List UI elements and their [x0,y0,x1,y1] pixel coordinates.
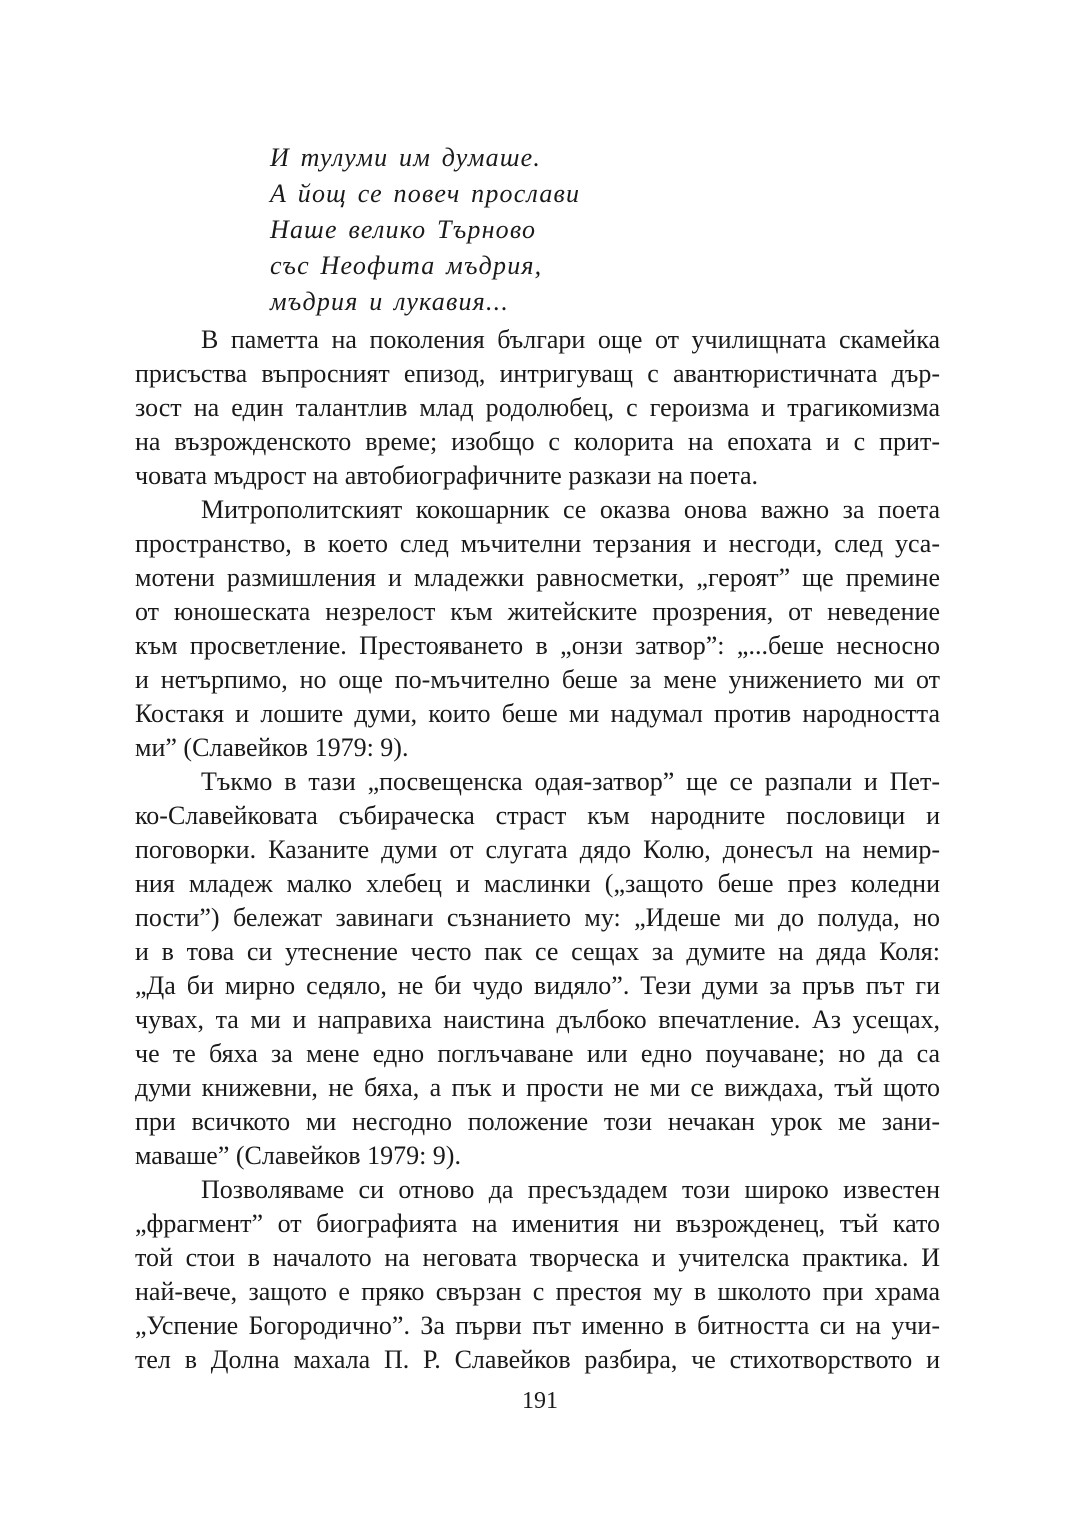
paragraph [135,323,940,493]
paragraph [135,493,940,765]
verse-quote [270,140,770,320]
text-line: човата мъдрост на автобиографичните разкази на поета. [135,461,759,490]
text-line: поговорки. Казаните думи от слугата дядо Колю, донесъл на немир- [135,835,940,864]
verse-line: със Неофита мъдрия, [270,251,543,280]
text-line: при всичкото ми несгодно положение този нечакан урок ме зани- [135,1107,940,1136]
text-line: и нетърпимо, но още по-мъчително беше за мене унижението ми от [135,665,940,694]
text-line: Тъкмо в тази „посвещенска одая-затвор” ще се разпали и Пет- [201,767,940,796]
text-line: маваше” (Славейков 1979: 9). [135,1141,461,1170]
text-line: и в това си утеснение често пак се сещах за думите на дяда Коля: [135,937,940,966]
text-line: мотени размишления и младежки равносметки, „героят” ще премине [135,563,940,592]
text-line: пости”) бележат завинаги съзнанието му: „Идеше ми до полуда, но [135,903,940,932]
text-line: че те бяха за мене едно поглъчаване или едно поучаване; но да са [135,1039,940,1068]
page-number: 191 [522,1388,558,1414]
text-line: зост на един талантлив млад родолюбец, с героизма и трагикомизма [135,393,940,422]
paragraph [135,765,940,1173]
text-line: „Успение Богородично”. За първи път именно в битността си на учи- [135,1311,940,1340]
text-line: В паметта на поколения българи още от училищната скамейка [201,325,940,354]
text-line: ния младеж малко хлебец и маслинки („защото беше през коледни [135,869,940,898]
body-text [135,323,940,1377]
verse-line: Наше велико Търново [270,215,537,244]
text-line: той стои в началото на неговата творческа и учителска практика. И [135,1243,940,1272]
text-line: чувах, та ми и направиха наистина дълбоко впечатление. Аз усещах, [135,1005,940,1034]
text-line: думи книжевни, не бяха, а пък и прости не ми се виждаха, тъй щото [135,1073,940,1102]
text-line: Митрополитският кокошарник се оказва онова важно за поета [201,495,940,524]
text-line: Костакя и лошите думи, които беше ми надумал против народността [135,699,940,728]
verse-line: А йощ се повеч прослави [270,179,581,208]
text-line: на възрожденското време; изобщо с колорита на епохата и с прит- [135,427,940,456]
verse-line: мъдрия и лукавия... [270,287,510,316]
verse-line: И тулуми им думаше. [270,143,542,172]
text-line: тел в Долна махала П. Р. Славейков разбира, че стихотворството и [135,1345,940,1374]
text-line: Позволяваме си отново да пресъздадем този широко известен [201,1175,940,1204]
text-line: ми” (Славейков 1979: 9). [135,733,409,762]
text-line: „фрагмент” от биографията на именития ни възрожденец, тъй като [135,1209,940,1238]
text-line: пространство, в което след мъчителни терзания и несгоди, след уса- [135,529,940,558]
text-line: присъства въпросният епизод, интригуващ с авантюристичната дър- [135,359,940,388]
text-line: към просветление. Престояването в „онзи затвор”: „...беше несносно [135,631,940,660]
text-line: „Да би мирно седяло, не би чудо видяло”. Тези думи за пръв път ги [135,971,940,1000]
text-line: най-вече, защото е пряко свързан с престоя му в школото при храма [135,1277,940,1306]
text-line: от юношеската незрелост към житейските прозрения, от неведение [135,597,940,626]
paragraph [135,1173,940,1377]
text-line: ко-Славейковата събираческа страст към народните пословици и [135,801,940,830]
